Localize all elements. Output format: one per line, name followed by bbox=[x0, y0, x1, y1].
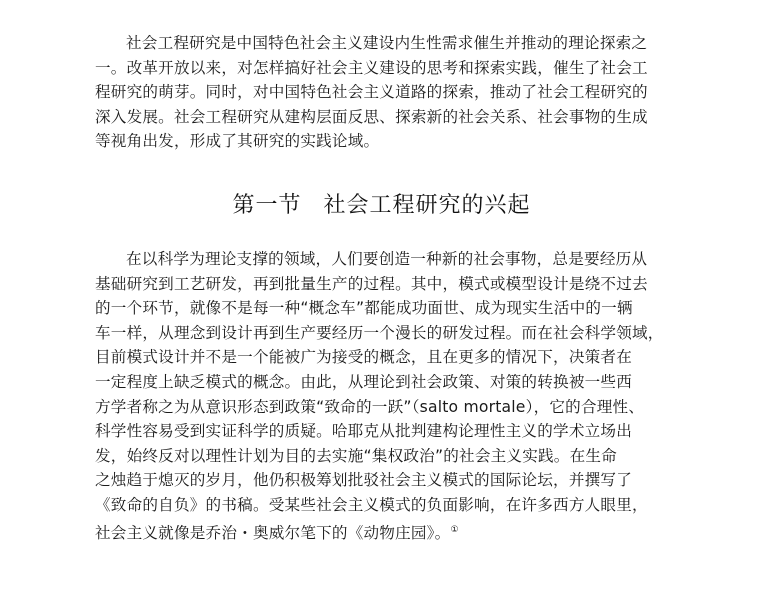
body-line-text: 社会主义就像是乔治・奥威尔笔下的《动物庄园》。 bbox=[95, 523, 451, 542]
body-line: 的一个环节，就像不是每一种“概念车”都能成功面世、成为现实生活中的一辆 bbox=[95, 299, 633, 318]
body-line: 科学性容易受到实证科学的质疑。哈耶克从批判建构论理性主义的学术立场出 bbox=[95, 422, 632, 441]
body-last-line bbox=[95, 518, 725, 543]
body-paragraph bbox=[95, 247, 725, 542]
body-line: 方学者称之为从意识形态到政策“致命的一跃”（salto mortale），它的合理性、 bbox=[95, 397, 645, 416]
section-heading bbox=[0, 188, 763, 219]
body-line: 车一样，从理念到设计再到生产要经历一个漫长的研发过程。而在社会科学领域， bbox=[95, 323, 664, 342]
intro-paragraph bbox=[95, 31, 725, 154]
body-line: 一定程度上缺乏模式的概念。由此，从理论到社会政策、对策的转换被一些西 bbox=[95, 372, 632, 391]
section-number: 第一节 bbox=[232, 193, 302, 218]
intro-line: 程研究的萌芽。同时，对中国特色社会主义道路的探索，推动了社会工程研究的 bbox=[95, 83, 648, 102]
intro-line: 深入发展。社会工程研究从建构层面反思、探索新的社会关系、社会事物的生成 bbox=[95, 107, 648, 126]
body-line: 发，始终反对以理性计划为目的去实施“集权政治”的社会主义实践。在生命 bbox=[95, 446, 617, 465]
body-line: 基础研究到工艺研发，再到批量生产的过程。其中，模式或模型设计是绕不过去 bbox=[95, 274, 648, 293]
footnote-marker[interactable]: ① bbox=[450, 524, 459, 535]
intro-line: 等视角出发，形成了其研究的实践论域。 bbox=[95, 132, 380, 151]
body-line: 之烛趋于熄灭的岁月，他仍积极筹划批驳社会主义模式的国际论坛，并撰写了 bbox=[95, 471, 632, 490]
body-line: 《致命的自负》的书稿。受某些社会主义模式的负面影响，在许多西方人眼里， bbox=[95, 495, 648, 514]
intro-line: 社会工程研究是中国特色社会主义建设内生性需求催生并推动的理论探索之 bbox=[126, 34, 648, 52]
section-title: 社会工程研究的兴起 bbox=[323, 193, 531, 218]
intro-line: 一。改革开放以来，对怎样搞好社会主义建设的思考和探索实践，催生了社会工 bbox=[95, 58, 648, 77]
body-line: 目前模式设计并不是一个能被广为接受的概念，且在更多的情况下，决策者在 bbox=[95, 348, 632, 367]
body-line: 在以科学为理论支撑的领域，人们要创造一种新的社会事物，总是要经历从 bbox=[126, 250, 648, 268]
